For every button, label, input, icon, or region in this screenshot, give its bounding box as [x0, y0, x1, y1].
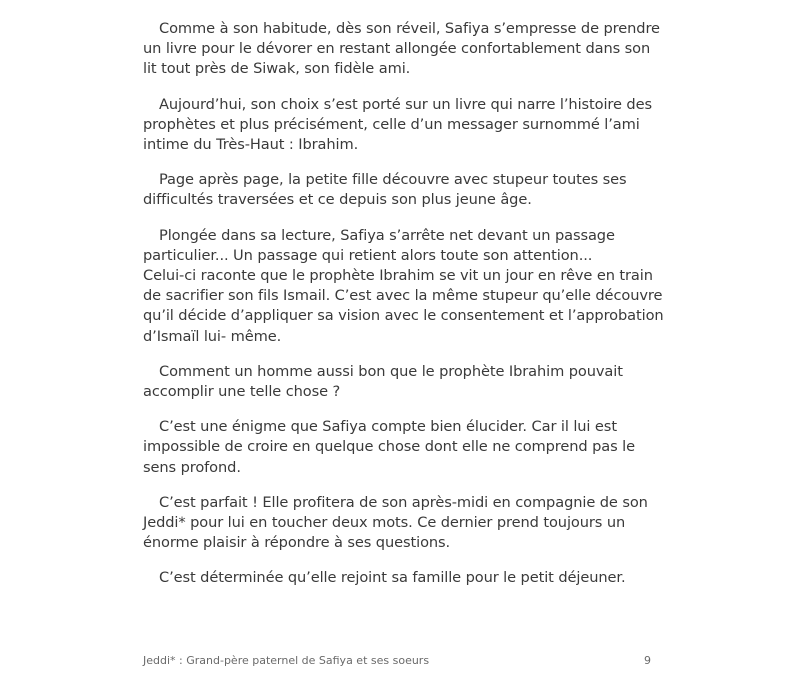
text-line: impossible de croire en quelque chose dont elle ne comprend pas le: [143, 438, 635, 456]
text-line: de sacrifier son fils Ismail. C’est avec la même stupeur qu’elle découvre: [143, 287, 663, 305]
footnote: Jeddi* : Grand-père paternel de Safiya et ses soeurs: [143, 654, 430, 667]
text-line: qu’il décide d’appliquer sa vision avec le consentement et l’approbation: [143, 307, 664, 325]
paragraph: [143, 170, 633, 210]
text-line: Comme à son habitude, dès son réveil, Safiya s’empresse de prendre: [159, 20, 660, 37]
text-line: lit tout près de Siwak, son fidèle ami.: [143, 60, 411, 78]
text-line: C’est déterminée qu’elle rejoint sa famille pour le petit déjeuner.: [159, 569, 626, 587]
text-line: Comment un homme aussi bon que le prophète Ibrahim pouvait: [159, 362, 623, 380]
paragraph: [143, 362, 633, 402]
text-line: énorme plaisir à répondre à ses questions.: [143, 534, 451, 552]
text-line: un livre pour le dévorer en restant allongée confortablement dans son: [143, 40, 651, 58]
text-line: Plongée dans sa lecture, Safiya s’arrête net devant un passage: [159, 226, 615, 244]
paragraph: [143, 226, 664, 347]
text-line: intime du Très-Haut : Ibrahim.: [143, 136, 359, 154]
text-line: prophètes et plus précisément, celle d’un messager surnommé l’ami: [143, 115, 640, 133]
text-line: Jeddi* pour lui en toucher deux mots. Ce dernier prend toujours un: [143, 514, 626, 532]
text-line: Aujourd’hui, son choix s’est porté sur un livre qui narre l’histoire des: [159, 95, 652, 113]
page-number: 9: [644, 654, 651, 667]
paragraph: [143, 568, 633, 588]
text-line: Page après page, la petite fille découvre avec stupeur toutes ses: [159, 171, 627, 189]
text-line: C’est parfait ! Elle profitera de son après-midi en compagnie de son: [159, 493, 648, 511]
text-line: C’est une énigme que Safiya compte bien élucider. Car il lui est: [159, 418, 617, 436]
paragraph: [143, 19, 660, 80]
text-line: sens profond.: [143, 458, 241, 476]
text-line: d’Ismaïl lui- même.: [143, 327, 282, 345]
text-line: particulier... Un passage qui retient alors toute son attention...: [143, 246, 593, 264]
paragraph: [143, 493, 648, 554]
text-line: difficultés traversées et ce depuis son plus jeune âge.: [143, 191, 532, 209]
text-line: Celui-ci raconte que le prophète Ibrahim se vit un jour en rêve en train: [143, 267, 653, 285]
text-line: accomplir une telle chose ?: [143, 383, 341, 401]
body-text: [143, 19, 664, 604]
paragraph: [143, 417, 633, 478]
paragraph: [143, 95, 652, 156]
